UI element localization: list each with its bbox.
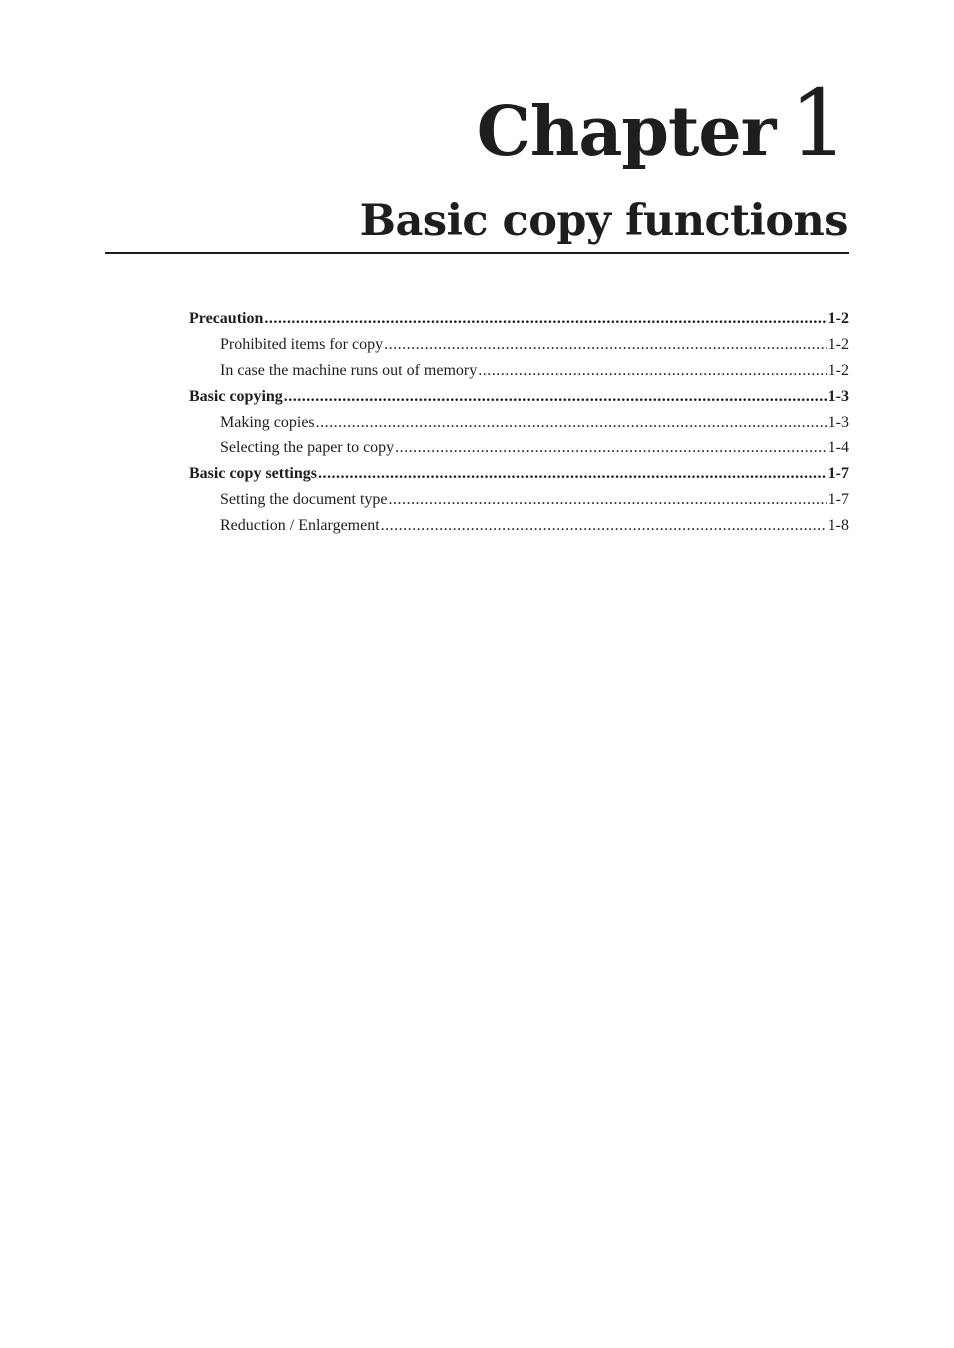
toc-entry-label: In case the machine runs out of memory: [220, 361, 478, 379]
toc-dot-leader: [316, 414, 827, 432]
chapter-title: Basic copy functions: [359, 196, 848, 246]
toc-entry[interactable]: [189, 414, 849, 440]
toc-dot-leader: [284, 388, 827, 406]
toc-dot-leader: [264, 310, 826, 328]
toc-entry[interactable]: [189, 491, 849, 517]
toc-entry-label: Basic copying: [189, 387, 283, 405]
toc-dot-leader: [478, 362, 826, 380]
toc-entry-label: Precaution: [189, 310, 264, 327]
toc-entry[interactable]: [189, 310, 849, 336]
table-of-contents: [189, 310, 849, 543]
toc-entry-page: 1-3: [827, 387, 849, 405]
toc-dot-leader: [395, 439, 827, 457]
toc-entry-label: Reduction / Enlargement: [220, 517, 380, 535]
toc-entry[interactable]: [189, 517, 849, 543]
toc-entry-page: 1-8: [827, 517, 849, 535]
toc-dot-leader: [318, 465, 827, 483]
toc-entry[interactable]: [189, 388, 849, 414]
toc-dot-leader: [389, 491, 827, 509]
toc-entry-page: 1-2: [827, 335, 849, 353]
toc-entry-label: Prohibited items for copy: [220, 335, 384, 353]
toc-dot-leader: [381, 517, 827, 535]
title-divider: [105, 252, 849, 254]
toc-entry-label: Making copies: [220, 413, 315, 431]
toc-entry-label: Setting the document type: [220, 491, 388, 509]
chapter-heading: [476, 70, 848, 177]
chapter-number: 1: [789, 70, 848, 177]
toc-entry-page: 1-2: [827, 310, 849, 327]
toc-entry-page: 1-7: [827, 465, 849, 483]
toc-entry[interactable]: [189, 465, 849, 491]
chapter-word: Chapter: [476, 92, 776, 172]
toc-entry-label: Basic copy settings: [189, 465, 317, 483]
toc-entry[interactable]: [189, 362, 849, 388]
toc-entry[interactable]: [189, 336, 849, 362]
toc-entry-page: 1-7: [827, 491, 849, 509]
toc-entry-page: 1-4: [827, 439, 849, 457]
toc-entry-label: Selecting the paper to copy: [220, 439, 395, 457]
toc-entry-page: 1-2: [827, 361, 849, 379]
toc-entry[interactable]: [189, 439, 849, 465]
toc-entry-page: 1-3: [827, 413, 849, 431]
toc-dot-leader: [384, 336, 827, 354]
